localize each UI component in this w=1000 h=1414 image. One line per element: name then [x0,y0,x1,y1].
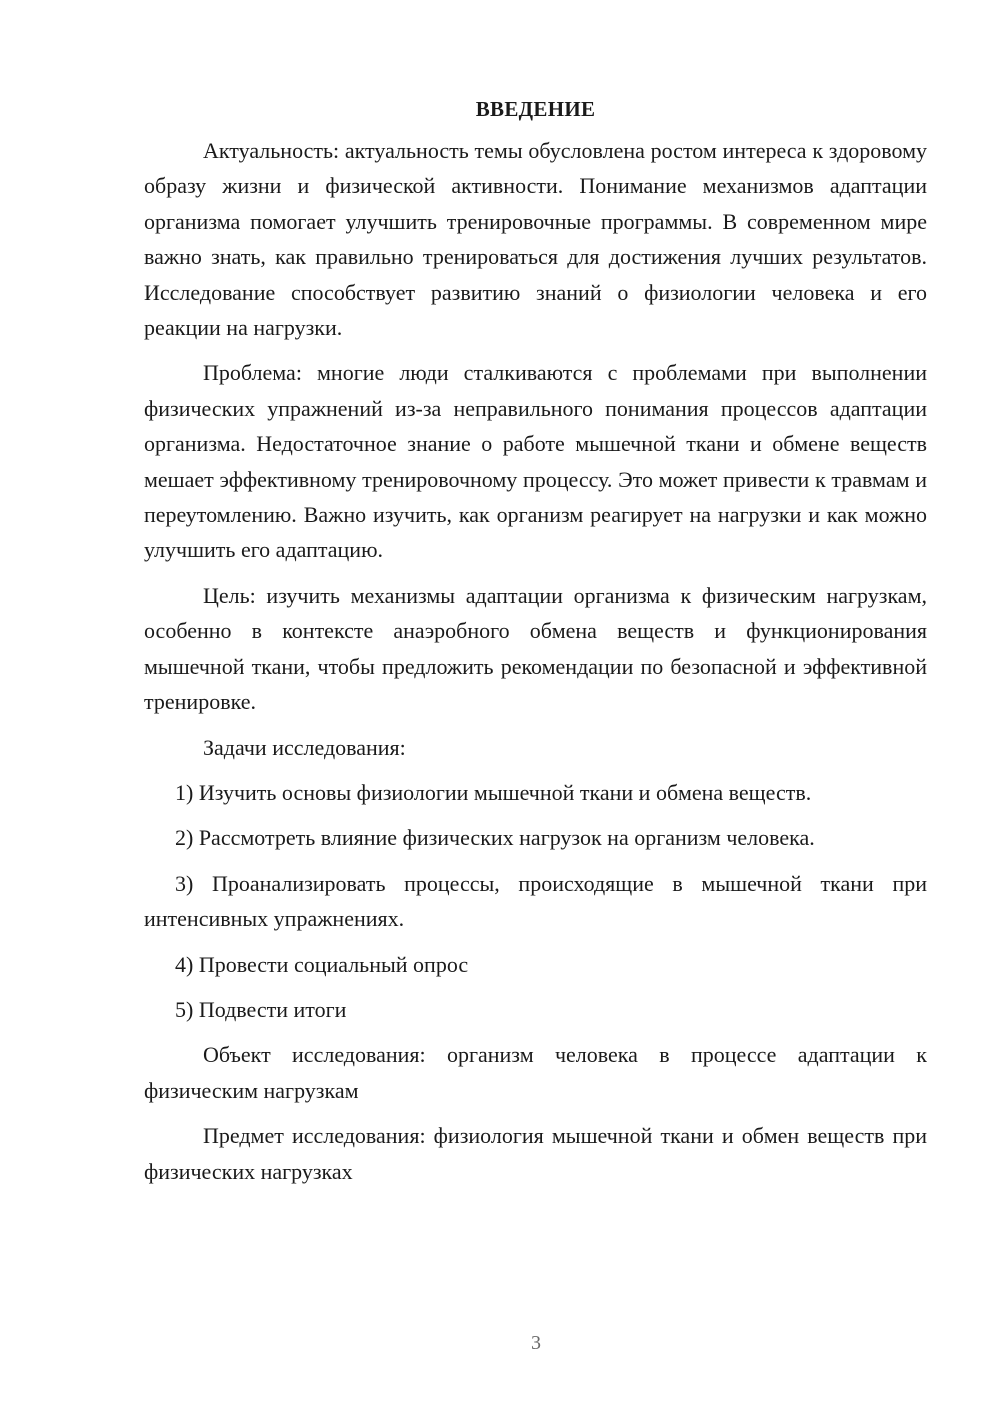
tasks-list [144,775,927,1027]
problem-paragraph: Проблема: многие люди сталкиваются с проблемами при выполнении физических упражнений из-за неправильного понимания процессов адаптации организма. Недостаточное знание о работе мышечной ткани и обмене веществ мешает эффективному тренировочному процессу. Это может привести к травмам и переутомлению. Важно изучить, как организм реагирует на нагрузки и как можно улучшить его адаптацию. [144,360,927,563]
goal-paragraph: Цель: изучить механизмы адаптации организма к физическим нагрузкам, особенно в контексте анаэробного обмена веществ и функционирования мышечной ткани, чтобы предложить рекомендации по безопасной и эффективной тренировке. [144,582,927,715]
task-item-3: 3) Проанализировать процессы, происходящие в мышечной ткани при интенсивных упражнениях. [144,870,927,932]
task-item-4: 4) Провести социальный опрос [175,951,469,977]
document-body [144,92,927,1199]
task-item-5: 5) Подвести итоги [175,996,347,1022]
tasks-title: Задачи исследования: [203,734,406,760]
task-item-1: 1) Изучить основы физиологии мышечной ткани и обмена веществ. [175,779,812,805]
relevance-paragraph: Актуальность: актуальность темы обусловлена ростом интереса к здоровому образу жизни и физической активности. Понимание механизмов адаптации организма помогает улучшить тренировочные программы. В современном мире важно знать, как правильно тренироваться для достижения лучших результатов. Исследование способствует развитию знаний о физиологии человека и его реакции на нагрузки. [144,138,927,341]
research-subject-paragraph: Предмет исследования: физиология мышечной ткани и обмен веществ при физических нагрузках [144,1123,927,1184]
page-number: 3 [531,1332,541,1354]
research-object-paragraph: Объект исследования: организм человека в процессе адаптации к физическим нагрузкам [144,1042,927,1103]
task-item-2: 2) Рассмотреть влияние физических нагрузок на организм человека. [175,825,815,851]
page-title: ВВЕДЕНИЕ [475,97,596,121]
